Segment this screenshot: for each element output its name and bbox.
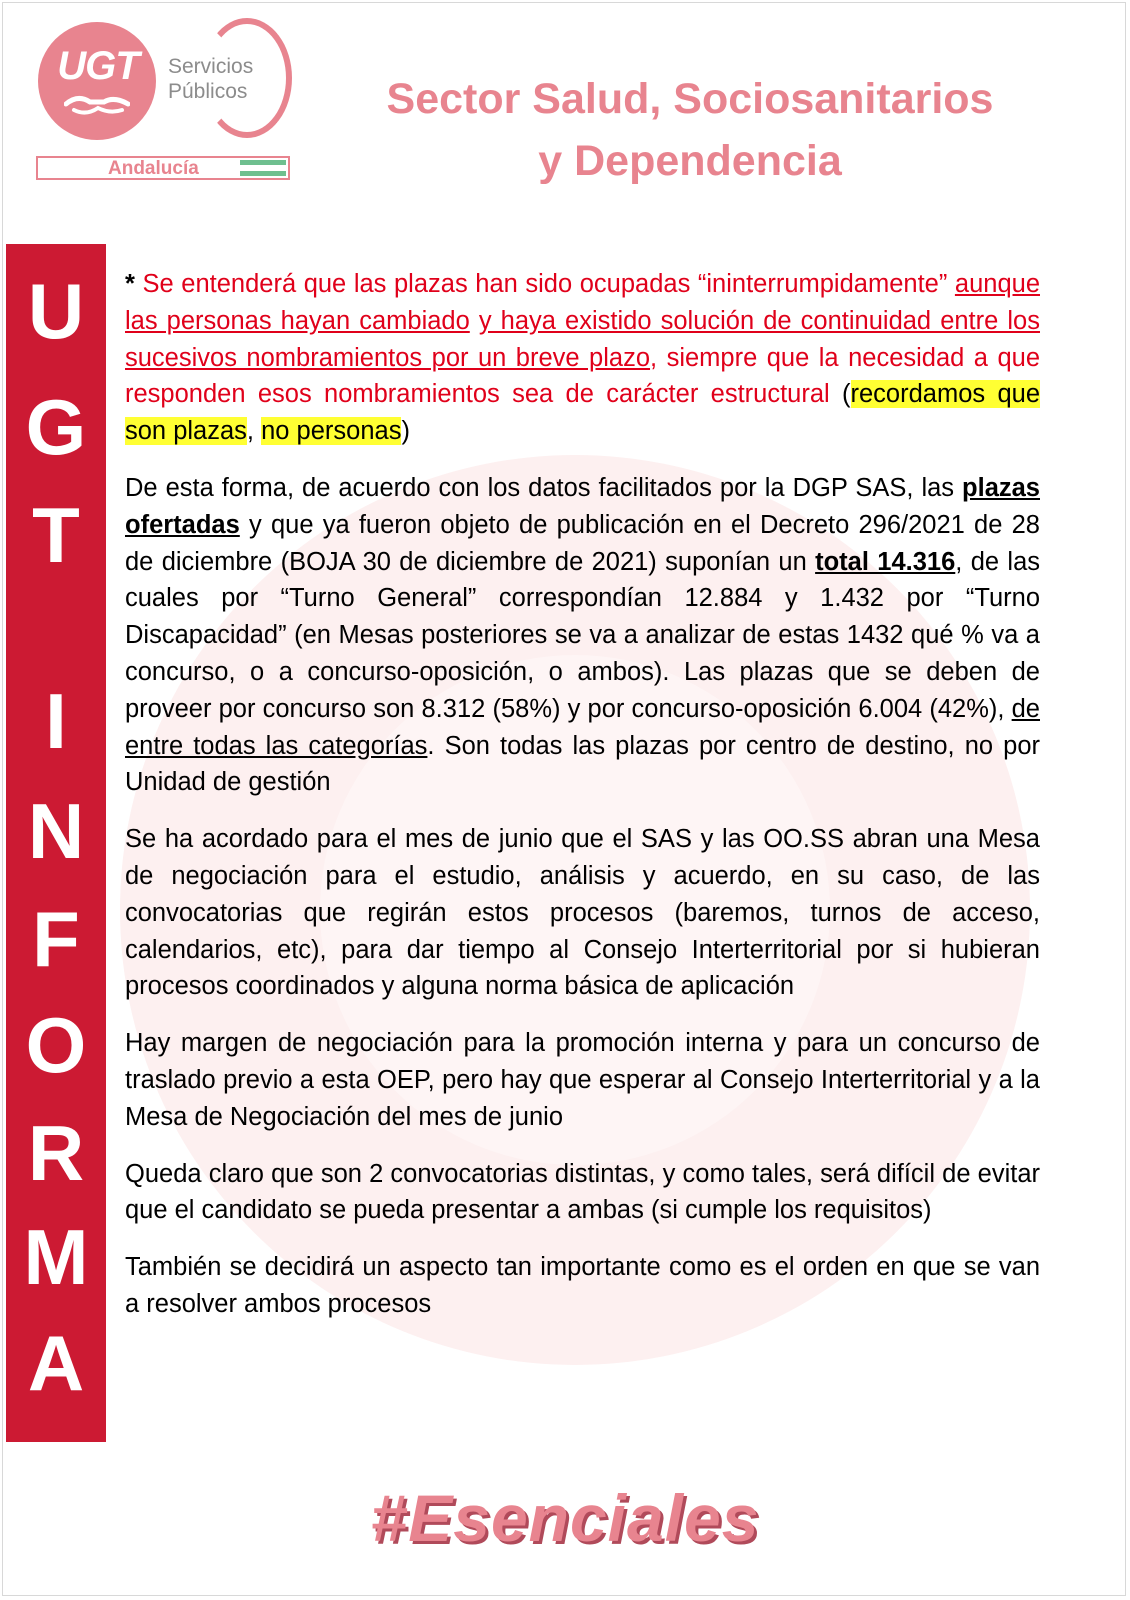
p1-underlined-2: y haya existido solución de continuidad entre los sucesivos nombramientos por un breve plazo (125, 306, 1040, 372)
p2-bold-1: plazas ofertadas (125, 473, 1040, 539)
banner-letter: F (32, 895, 80, 983)
p2-underlined: de entre todas las categorías (125, 694, 1040, 760)
logo-line1: Servicios (168, 55, 254, 78)
banner-letter: N (27, 787, 85, 875)
p1-highlight-1: recordamos que son plazas (125, 380, 1040, 446)
title-line2: y Dependencia (538, 137, 842, 185)
handshake-icon (64, 90, 130, 118)
p2-text-2: y que ya fueron objeto de publicación en el Decreto 296/2021 de 28 de diciembre (BOJA 30 de diciembre de 2021) suponían un (125, 510, 1040, 576)
banner-letter: G (25, 383, 87, 471)
logo-brand: UGT (57, 44, 139, 88)
banner-letter: T (32, 491, 80, 579)
page-title (316, 68, 1064, 192)
p2-bold-2: total 14.316 (815, 547, 956, 576)
document-body (125, 266, 1040, 1343)
banner-letter: U (27, 267, 85, 355)
banner-letter: R (27, 1109, 85, 1197)
paragraph-5: Queda claro que son 2 convocatorias distintas, y como tales, será difícil de evitar que el candidato se pueda presentar a ambas (si cumple los requisitos) (125, 1159, 1040, 1225)
banner-letter: M (23, 1213, 89, 1301)
paragraph-2 (125, 470, 1040, 801)
logo-servicios-publicos (168, 54, 288, 104)
paragraph-3: Se ha acordado para el mes de junio que el SAS y las OO.SS abran una Mesa de negociación para el estudio, análisis y acuerdo, en su caso, de las convocatorias que regirán estos procesos (baremos, turnos de acceso, calendarios, etc), para dar tiempo al Consejo Interterritorial por si hubieran procesos coordinados y alguna norma básica de aplicación (125, 825, 1040, 1001)
title-line1: Sector Salud, Sociosanitarios (386, 75, 994, 123)
banner-letter: O (25, 1001, 87, 1089)
ugt-logo (34, 18, 304, 188)
side-banner-ugt-informa (6, 244, 106, 1442)
p1-underlined-1: aunque las personas hayan cambiado (125, 270, 1040, 335)
paragraph-4: Hay margen de negociación para la promoción interna y para un concurso de traslado previo a esta OEP, pero hay que esperar al Consejo Interterritorial y a la Mesa de Negociación del mes de junio (125, 1029, 1040, 1131)
logo-region-box (36, 156, 290, 180)
p2-text-3: , de las cuales por “Turno General” correspondían 12.884 y 1.432 por “Turno Discapacidad” (en Mesas posteriores se va a analizar de estas 1432 qué % va a concurso, o a concurso-oposición, o ambos). Las plazas que se deben de proveer por concurso son 8.312 (58%) y por concurso-oposición 6.004 (42%), (125, 547, 1041, 723)
andalucia-flag-icon (240, 160, 286, 176)
p1-text-1: Se entenderá que las plazas han sido ocupadas “ininterrumpidamente” (142, 270, 948, 298)
esenciales-hashtag: #Esenciales (370, 1481, 760, 1555)
paragraph-6: También se decidirá un aspecto tan importante como es el orden en que se van a resolver ambos procesos (125, 1253, 1040, 1318)
banner-letter: I (45, 677, 67, 765)
paragraph-1 (125, 266, 1040, 450)
p2-text-1: De esta forma, de acuerdo con los datos facilitados por la DGP SAS, las (125, 473, 963, 502)
banner-letter: A (27, 1319, 85, 1407)
logo-line2: Públicos (168, 80, 248, 103)
p1-highlight-2: no personas (261, 417, 402, 446)
p2-text-4: . Son todas las plazas por centro de destino, no por Unidad de gestión (125, 731, 1040, 797)
p1-comma: , (246, 417, 262, 446)
asterisk: * (125, 270, 135, 298)
p1-text-2: , siempre que la necesidad a que responden esos nombramientos sea de carácter estructural (125, 343, 1040, 409)
logo-region: Andalucía (108, 158, 199, 179)
p1-paren-close: ) (401, 417, 410, 446)
p1-paren-open: ( (829, 380, 851, 409)
